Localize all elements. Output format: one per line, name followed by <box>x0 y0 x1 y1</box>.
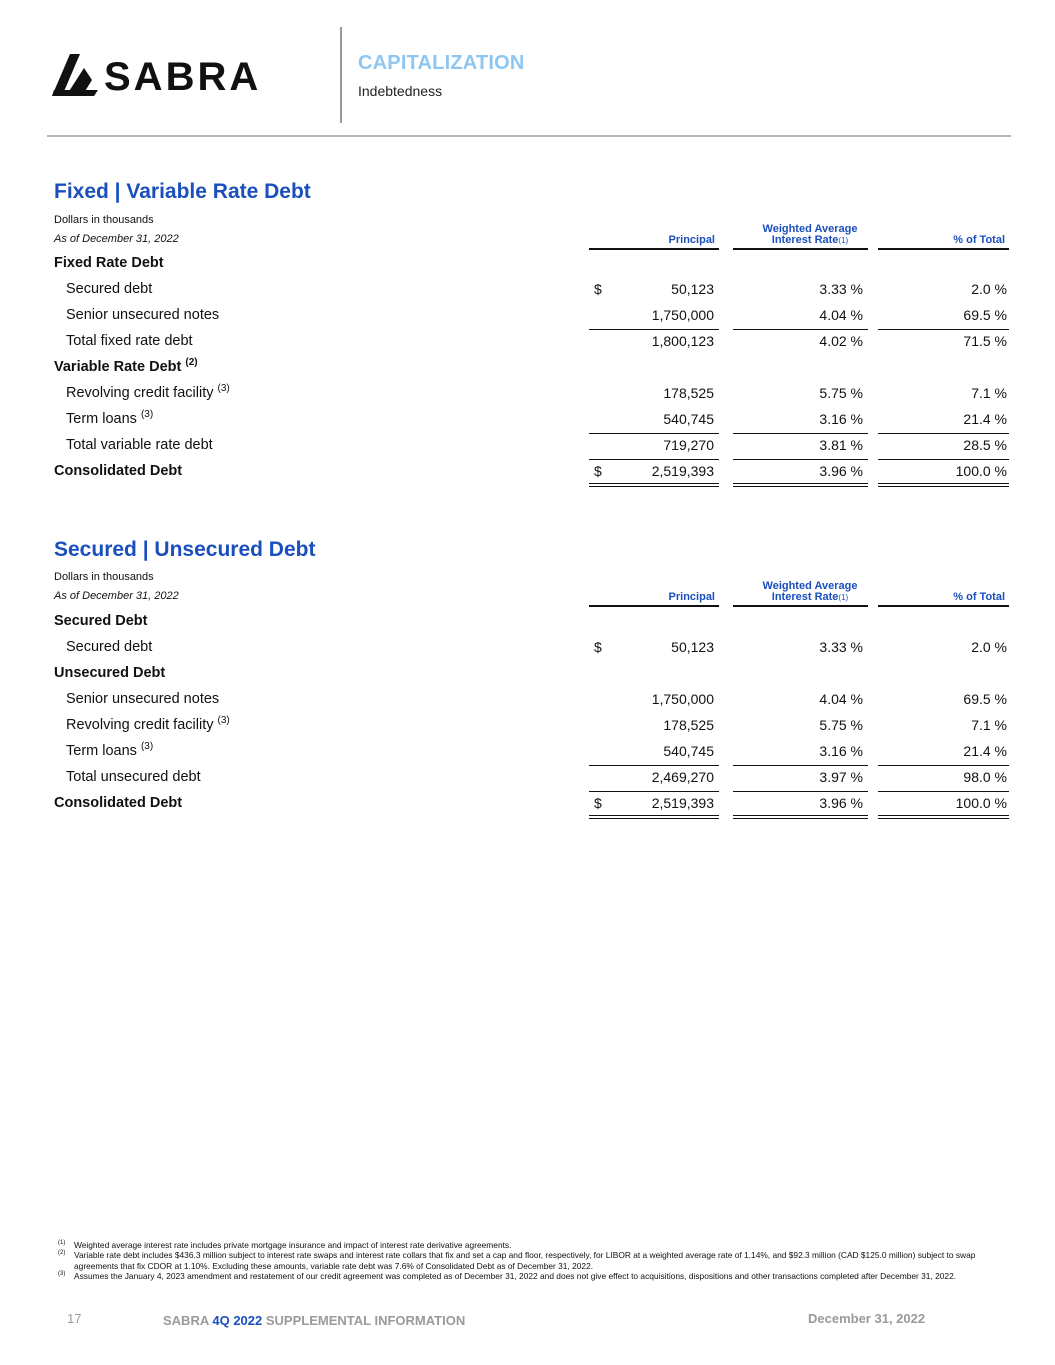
footnote-mark: (3) <box>58 1270 66 1277</box>
row-label <box>66 691 219 707</box>
principal-value: 50,123 <box>671 639 714 655</box>
footnote-mark: (2) <box>58 1250 66 1257</box>
row-label-text: Total variable rate debt <box>66 437 213 453</box>
row-label <box>66 411 153 427</box>
table-row <box>0 637 1055 663</box>
col-rate-note: (1) <box>838 593 849 602</box>
grand-total-double-rule <box>589 483 719 487</box>
subtotal-rule <box>733 329 868 330</box>
row-label-text: Variable Rate Debt <box>54 359 182 375</box>
table-row <box>0 357 1055 383</box>
page-number: 17 <box>67 1311 82 1326</box>
row-label-text: Senior unsecured notes <box>66 691 220 707</box>
col-total: % of Total <box>953 591 1005 603</box>
row-label <box>54 613 147 629</box>
table-row <box>0 305 1055 331</box>
percent-total-value: 21.4 % <box>963 743 1007 759</box>
row-label-text: Total fixed rate debt <box>66 333 193 349</box>
row-label <box>66 769 201 785</box>
row-label <box>54 463 182 479</box>
footnote-text: Variable rate debt includes $436.3 million subject to interest rate swaps and interest rate collars that fix and set a cap and floor, respectively, for LIBOR at a weighted average rate of 1.14%, and $92.3 million (CAD $125.0 million) subject to swap agreements that fix CDOR at 1.10%. Excluding these amounts, variable rate debt was 7.6% of Consolidated Debt as of December 31, 2022. <box>74 1250 976 1271</box>
subtotal-rule <box>878 791 1009 792</box>
col-principal: Principal <box>668 234 715 246</box>
interest-rate-value: 3.96 % <box>819 463 863 479</box>
interest-rate-value: 5.75 % <box>819 717 863 733</box>
col-rate-line1: Weighted Average <box>762 223 858 235</box>
logo-wordmark: SABRA <box>104 55 262 98</box>
principal-value: 2,519,393 <box>651 795 714 811</box>
principal-value: 2,469,270 <box>651 769 714 785</box>
footer-doc-title <box>163 1313 465 1328</box>
percent-total-value: 100.0 % <box>955 795 1007 811</box>
subtotal-rule <box>878 433 1009 434</box>
row-label <box>54 665 165 681</box>
col-interest-rate <box>740 581 880 603</box>
principal-value: 540,745 <box>663 411 714 427</box>
table-row <box>0 461 1055 487</box>
currency-symbol: $ <box>594 281 602 297</box>
percent-total-value: 2.0 % <box>971 639 1007 655</box>
col-rate-note: (1) <box>838 236 849 245</box>
footnote <box>58 1271 1008 1281</box>
subtotal-rule <box>733 459 868 460</box>
col-header-rule <box>878 605 1009 607</box>
principal-value: 1,750,000 <box>651 307 714 323</box>
row-label <box>66 743 153 759</box>
row-label-text: Secured Debt <box>54 613 148 629</box>
table-row <box>0 279 1055 305</box>
subtotal-rule <box>878 459 1009 460</box>
row-label <box>66 281 152 297</box>
percent-total-value: 28.5 % <box>963 437 1007 453</box>
footnote-mark: (1) <box>58 1240 66 1246</box>
interest-rate-value: 4.04 % <box>819 307 863 323</box>
row-label-text: Total unsecured debt <box>66 769 201 785</box>
principal-value: 2,519,393 <box>651 463 714 479</box>
row-label <box>66 307 219 323</box>
table-row <box>0 715 1055 741</box>
row-label-text: Consolidated Debt <box>54 463 183 479</box>
grand-total-double-rule <box>733 483 868 487</box>
row-label <box>54 359 198 375</box>
section-subtitle: Indebtedness <box>358 83 443 99</box>
footer-date: December 31, 2022 <box>808 1311 926 1326</box>
table-row <box>0 331 1055 357</box>
footnote-text: Assumes the January 4, 2023 amendment and restatement of our credit agreement was completed as of December 31, 2022 and does not give effect to acquisitions, dispositions and other transactions completed after December 31, 2022. <box>74 1270 957 1281</box>
table-row <box>0 383 1055 409</box>
col-header-rule <box>733 605 868 607</box>
units-note: Dollars in thousands <box>54 214 154 226</box>
interest-rate-value: 3.81 % <box>819 437 863 453</box>
col-header-rule <box>589 605 719 607</box>
row-label-text: Fixed Rate Debt <box>54 255 164 271</box>
grand-total-double-rule <box>878 815 1009 819</box>
col-header-rule <box>589 248 719 250</box>
row-label-text: Senior unsecured notes <box>66 307 220 323</box>
col-header-rule <box>733 248 868 250</box>
row-label-text: Secured debt <box>66 281 153 297</box>
header-rule <box>47 135 1011 137</box>
table-row <box>0 793 1055 819</box>
percent-total-value: 100.0 % <box>955 463 1007 479</box>
row-label <box>54 795 182 811</box>
table-row <box>0 611 1055 637</box>
row-footnote-ref: (2) <box>185 357 198 369</box>
row-footnote-ref: (3) <box>217 383 230 395</box>
sabra-logo <box>52 50 297 98</box>
percent-total-value: 71.5 % <box>963 333 1007 349</box>
row-label <box>54 255 164 271</box>
table-row <box>0 663 1055 689</box>
interest-rate-value: 3.97 % <box>819 769 863 785</box>
footer-doc-name: SUPPLEMENTAL INFORMATION <box>265 1313 466 1328</box>
table-row <box>0 409 1055 435</box>
principal-value: 1,800,123 <box>651 333 714 349</box>
row-label <box>66 437 213 453</box>
footer-period: 4Q 2022 <box>212 1313 263 1328</box>
table-row <box>0 435 1055 461</box>
subtotal-rule <box>589 433 719 434</box>
col-rate-line2: Interest Rate <box>771 234 839 246</box>
as-of-date: As of December 31, 2022 <box>54 590 179 602</box>
row-footnote-ref: (3) <box>217 715 230 727</box>
row-label-text: Secured debt <box>66 639 153 655</box>
footnotes <box>58 1240 1008 1281</box>
currency-symbol: $ <box>594 639 602 655</box>
percent-total-value: 7.1 % <box>971 717 1007 733</box>
principal-value: 178,525 <box>663 385 714 401</box>
row-label <box>66 639 152 655</box>
percent-total-value: 69.5 % <box>963 307 1007 323</box>
interest-rate-value: 4.04 % <box>819 691 863 707</box>
row-label-text: Term loans <box>66 743 137 759</box>
subtotal-rule <box>733 433 868 434</box>
grand-total-double-rule <box>589 815 719 819</box>
percent-total-value: 7.1 % <box>971 385 1007 401</box>
table-title: Fixed | Variable Rate Debt <box>54 180 311 203</box>
percent-total-value: 69.5 % <box>963 691 1007 707</box>
subtotal-rule <box>733 791 868 792</box>
section-title: CAPITALIZATION <box>358 52 525 74</box>
principal-value: 540,745 <box>663 743 714 759</box>
row-label-text: Revolving credit facility <box>66 717 214 733</box>
col-header-rule <box>878 248 1009 250</box>
grand-total-double-rule <box>733 815 868 819</box>
col-principal: Principal <box>668 591 715 603</box>
row-label-text: Revolving credit facility <box>66 385 214 401</box>
row-label <box>66 717 230 733</box>
grand-total-double-rule <box>878 483 1009 487</box>
interest-rate-value: 3.33 % <box>819 281 863 297</box>
col-interest-rate <box>740 224 880 246</box>
header-divider <box>340 27 342 123</box>
row-label-text: Term loans <box>66 411 137 427</box>
footnote-text: Weighted average interest rate includes private mortgage insurance and impact of interest rate derivative agreements. <box>74 1240 512 1250</box>
interest-rate-value: 3.33 % <box>819 639 863 655</box>
principal-value: 50,123 <box>671 281 714 297</box>
subtotal-rule <box>878 765 1009 766</box>
col-rate-line1: Weighted Average <box>762 580 858 592</box>
footer-brand: SABRA <box>163 1313 209 1328</box>
percent-total-value: 21.4 % <box>963 411 1007 427</box>
table-title: Secured | Unsecured Debt <box>54 538 316 561</box>
percent-total-value: 98.0 % <box>963 769 1007 785</box>
table-row <box>0 767 1055 793</box>
subtotal-rule <box>733 765 868 766</box>
interest-rate-value: 3.16 % <box>819 743 863 759</box>
subtotal-rule <box>589 765 719 766</box>
interest-rate-value: 3.16 % <box>819 411 863 427</box>
row-label <box>66 385 230 401</box>
footnote <box>58 1240 1008 1250</box>
percent-total-value: 2.0 % <box>971 281 1007 297</box>
row-footnote-ref: (3) <box>140 409 154 421</box>
row-label <box>66 333 193 349</box>
currency-symbol: $ <box>594 463 602 479</box>
as-of-date: As of December 31, 2022 <box>54 233 179 245</box>
col-total: % of Total <box>953 234 1005 246</box>
col-rate-line2: Interest Rate <box>771 591 839 603</box>
page-header <box>0 0 1055 138</box>
table-row <box>0 253 1055 279</box>
row-label-text: Unsecured Debt <box>54 665 166 681</box>
footnote <box>58 1250 1008 1271</box>
subtotal-rule <box>589 459 719 460</box>
interest-rate-value: 3.96 % <box>819 795 863 811</box>
principal-value: 178,525 <box>663 717 714 733</box>
currency-symbol: $ <box>594 795 602 811</box>
units-note: Dollars in thousands <box>54 571 154 583</box>
interest-rate-value: 5.75 % <box>819 385 863 401</box>
subtotal-rule <box>878 329 1009 330</box>
principal-value: 719,270 <box>663 437 714 453</box>
row-label-text: Consolidated Debt <box>54 795 183 811</box>
interest-rate-value: 4.02 % <box>819 333 863 349</box>
subtotal-rule <box>589 329 719 330</box>
table-row <box>0 689 1055 715</box>
row-footnote-ref: (3) <box>140 741 154 753</box>
principal-value: 1,750,000 <box>651 691 714 707</box>
table-row <box>0 741 1055 767</box>
subtotal-rule <box>589 791 719 792</box>
